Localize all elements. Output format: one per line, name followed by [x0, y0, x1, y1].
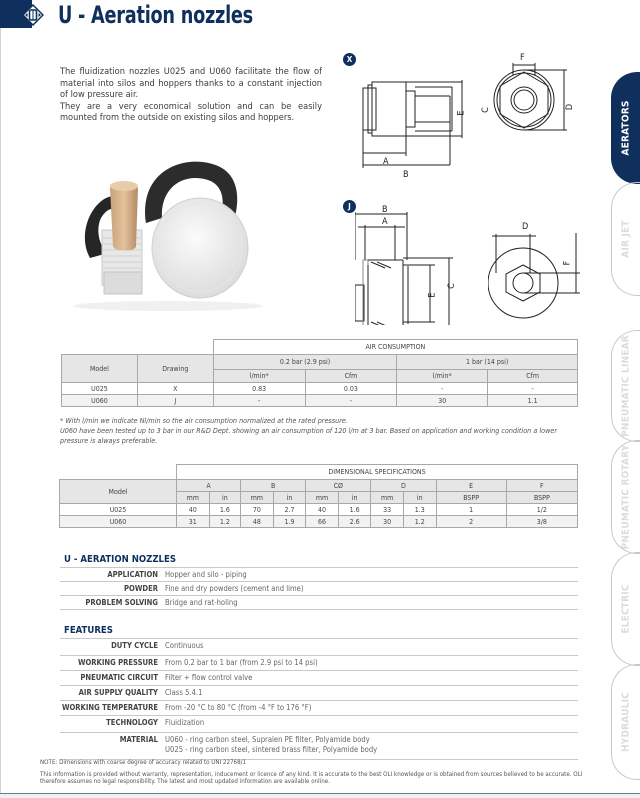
- side-tab-label: AERATORS: [620, 100, 632, 156]
- side-tab-label: PNEUMATIC LINEAR: [620, 335, 632, 437]
- cell-value: 30: [397, 395, 488, 407]
- col-lmin: l/min*: [213, 370, 305, 383]
- col-group: D: [371, 480, 436, 492]
- property-key: PNEUMATIC CIRCUIT: [80, 673, 158, 682]
- col-model: Model: [60, 480, 177, 504]
- property-key: APPLICATION: [107, 570, 158, 579]
- oli-logo-icon: [22, 4, 44, 26]
- side-tab-pneumatic-rotary[interactable]: [611, 440, 640, 554]
- drawing-x-badge: X: [343, 53, 356, 66]
- col-drawing: Drawing: [137, 355, 213, 383]
- col-cfm: Cfm: [488, 370, 578, 383]
- cell-model: U025: [60, 504, 177, 516]
- cell-value: 0.03: [305, 383, 397, 395]
- note-line: * With l/min we indicate Nl/min so the air consumption normalized at the rated pressure.: [60, 416, 348, 425]
- cell-value: 2.7: [273, 504, 306, 516]
- table-row: [60, 504, 578, 516]
- col-unit: mm: [306, 492, 339, 504]
- property-row: [60, 716, 578, 733]
- cell-value: 2.6: [338, 516, 371, 528]
- col-unit: BSPP: [506, 492, 577, 504]
- cell-value: 31: [177, 516, 210, 528]
- overview-heading: U - AERATION NOZZLES: [64, 554, 177, 565]
- property-value: Fluidization: [165, 718, 205, 727]
- property-key: WORKING PRESSURE: [77, 658, 158, 667]
- cell-value: -: [305, 395, 397, 407]
- note-line: U060 have been tested up to 3 bar in our R&D Dept. showing an air consumption of 120 l/m at 3 bar. Based on application and working condition a lower pressure is always preferable.: [60, 426, 558, 445]
- property-value: From -20 °C to 80 °C (from -4 °F to 176 °F): [165, 703, 312, 712]
- dim-label-f: F: [562, 260, 573, 266]
- side-tab-air-jet[interactable]: [611, 182, 640, 296]
- property-key: WORKING TEMPERATURE: [61, 703, 158, 712]
- property-key: DUTY CYCLE: [111, 641, 158, 650]
- side-tab-label: HYDRAULIC: [620, 692, 632, 752]
- disclaimer: This information is provided without warranty, representation, inducement or licence of any kind. It is accurate to the best OLI knowledge or is obtained from sources believed to be accurate. OLI therefore assumes no legal responsibility. The latest and most updated information are available online.: [40, 770, 583, 786]
- cell-value: 1.3: [403, 504, 436, 516]
- dimension-note: NOTE: Dimensions with coarse degree of accuracy related to UNI 22768/1: [40, 759, 247, 766]
- cell-value: 1/2: [506, 504, 577, 516]
- property-row: [60, 701, 578, 716]
- page-title: U - Aeration nozzles: [58, 1, 253, 29]
- cell-value: 33: [371, 504, 404, 516]
- drawing-j-side-view: [355, 210, 465, 325]
- cell-value: -: [488, 383, 578, 395]
- dim-label-c: C: [480, 107, 491, 113]
- col-group: CØ: [306, 480, 371, 492]
- cell-value: 40: [177, 504, 210, 516]
- cell-model: U060: [60, 516, 177, 528]
- drawing-x-side-view: [355, 60, 490, 185]
- table-row: [60, 516, 578, 528]
- property-row: [60, 656, 578, 671]
- col-group: E: [436, 480, 506, 492]
- table-row: [62, 383, 578, 395]
- side-tab-label: PNEUMATIC ROTARY: [620, 444, 632, 550]
- features-list: [60, 638, 578, 760]
- property-value: From 0.2 bar to 1 bar (from 2.9 psi to 14 psi): [165, 658, 318, 667]
- property-key: PROBLEM SOLVING: [85, 598, 158, 607]
- cell-drawing: J: [137, 395, 213, 407]
- col-unit: in: [338, 492, 371, 504]
- product-photo: [68, 138, 268, 313]
- col-group: F: [506, 480, 577, 492]
- cell-value: 1.1: [488, 395, 578, 407]
- cell-value: 40: [306, 504, 339, 516]
- property-value: [158, 733, 377, 755]
- property-value: Fine and dry powders (cement and lime): [165, 584, 304, 593]
- cell-value: 48: [241, 516, 274, 528]
- property-row: [60, 671, 578, 686]
- cell-value: 66: [306, 516, 339, 528]
- side-tab-aerators[interactable]: [611, 72, 640, 184]
- dim-label-e: E: [427, 292, 438, 298]
- cell-value: 30: [371, 516, 404, 528]
- property-row: [60, 686, 578, 701]
- dim-table-title: DIMENSIONAL SPECIFICATIONS: [177, 465, 578, 480]
- cell-value: 2: [436, 516, 506, 528]
- dim-label-d: D: [565, 103, 576, 111]
- air-consumption-notes: [60, 416, 580, 446]
- property-key: POWDER: [124, 584, 158, 593]
- col-lmin: l/min*: [397, 370, 488, 383]
- intro-paragraph: The fluidization nozzles U025 and U060 facilitate the flow of material into silos and hoppers thanks to a constant injection of low pressure air.: [60, 66, 322, 101]
- side-tab-label: AIR JET: [620, 220, 632, 258]
- intro-paragraph: They are a very economical solution and can be easily mounted from the outside on existing silos and hoppers.: [60, 100, 322, 124]
- overview-list: [60, 567, 578, 610]
- cell-value: 1.2: [209, 516, 241, 528]
- side-tab-electric[interactable]: [611, 552, 640, 666]
- col-unit: in: [209, 492, 241, 504]
- dim-label-a: A: [382, 217, 388, 227]
- col-group: B: [241, 480, 306, 492]
- property-value: Hopper and silo - piping: [165, 570, 247, 579]
- air-consumption-table: [61, 339, 578, 407]
- footer-notes: [40, 759, 585, 790]
- col-unit: mm: [241, 492, 274, 504]
- col-group-low-pressure: 0.2 bar (2.9 psi): [213, 355, 397, 370]
- property-key: TECHNOLOGY: [106, 718, 158, 727]
- cell-value: 70: [241, 504, 274, 516]
- dim-label-a: A: [383, 157, 389, 167]
- cell-value: 1.6: [338, 504, 371, 516]
- property-row: [60, 639, 578, 656]
- page-left-rule: [0, 0, 1, 798]
- col-cfm: Cfm: [305, 370, 397, 383]
- dim-label-f: F: [520, 53, 525, 63]
- cell-drawing: X: [137, 383, 213, 395]
- material-line: U025 - ring carbon steel, sintered brass filter, Polyamide body: [165, 745, 378, 754]
- col-model: Model: [62, 355, 138, 383]
- col-group-high-pressure: 1 bar (14 psi): [397, 355, 578, 370]
- cell-value: 1.6: [209, 504, 241, 516]
- dim-label-c: C: [446, 283, 457, 289]
- property-key: MATERIAL: [119, 735, 158, 744]
- property-value: Bridge and rat-holing: [165, 598, 238, 607]
- air-table-title: AIR CONSUMPTION: [213, 340, 577, 355]
- property-key: AIR SUPPLY QUALITY: [78, 688, 158, 697]
- property-value: Filter + flow control valve: [165, 673, 253, 682]
- cell-value: 1.9: [273, 516, 306, 528]
- intro-text: [60, 66, 322, 124]
- drawing-j-badge: J: [343, 200, 356, 213]
- col-unit: mm: [177, 492, 210, 504]
- col-unit: BSPP: [436, 492, 506, 504]
- drawing-j-front-view: [488, 228, 583, 323]
- property-row: [60, 596, 578, 610]
- col-unit: mm: [371, 492, 404, 504]
- features-heading: FEATURES: [64, 625, 113, 636]
- footer-band: [0, 794, 640, 798]
- cell-value: -: [213, 395, 305, 407]
- side-tab-hydraulic[interactable]: [611, 664, 640, 780]
- dim-label-b: B: [403, 170, 409, 180]
- material-line: U060 - ring carbon steel, Supralen PE filter, Polyamide body: [165, 735, 370, 744]
- property-row: [60, 568, 578, 582]
- property-row: [60, 582, 578, 596]
- dim-label-d: D: [522, 222, 529, 232]
- col-unit: in: [273, 492, 306, 504]
- col-unit: in: [403, 492, 436, 504]
- cell-value: 0.83: [213, 383, 305, 395]
- property-value: Class 5.4.1: [165, 688, 203, 697]
- property-value: Continuous: [165, 641, 204, 650]
- cell-value: 1.2: [403, 516, 436, 528]
- col-group: A: [177, 480, 241, 492]
- cell-model: U060: [62, 395, 138, 407]
- dim-label-b: B: [382, 205, 388, 215]
- cell-model: U025: [62, 383, 138, 395]
- property-row: [60, 733, 578, 760]
- side-tab-label: ELECTRIC: [620, 584, 632, 634]
- side-tab-pneumatic-linear[interactable]: [611, 330, 640, 442]
- dim-label-e: E: [456, 110, 467, 116]
- cell-value: 3/8: [506, 516, 577, 528]
- cell-value: 1: [436, 504, 506, 516]
- cell-value: -: [397, 383, 488, 395]
- dimensional-table: [59, 464, 578, 528]
- table-row: [62, 395, 578, 407]
